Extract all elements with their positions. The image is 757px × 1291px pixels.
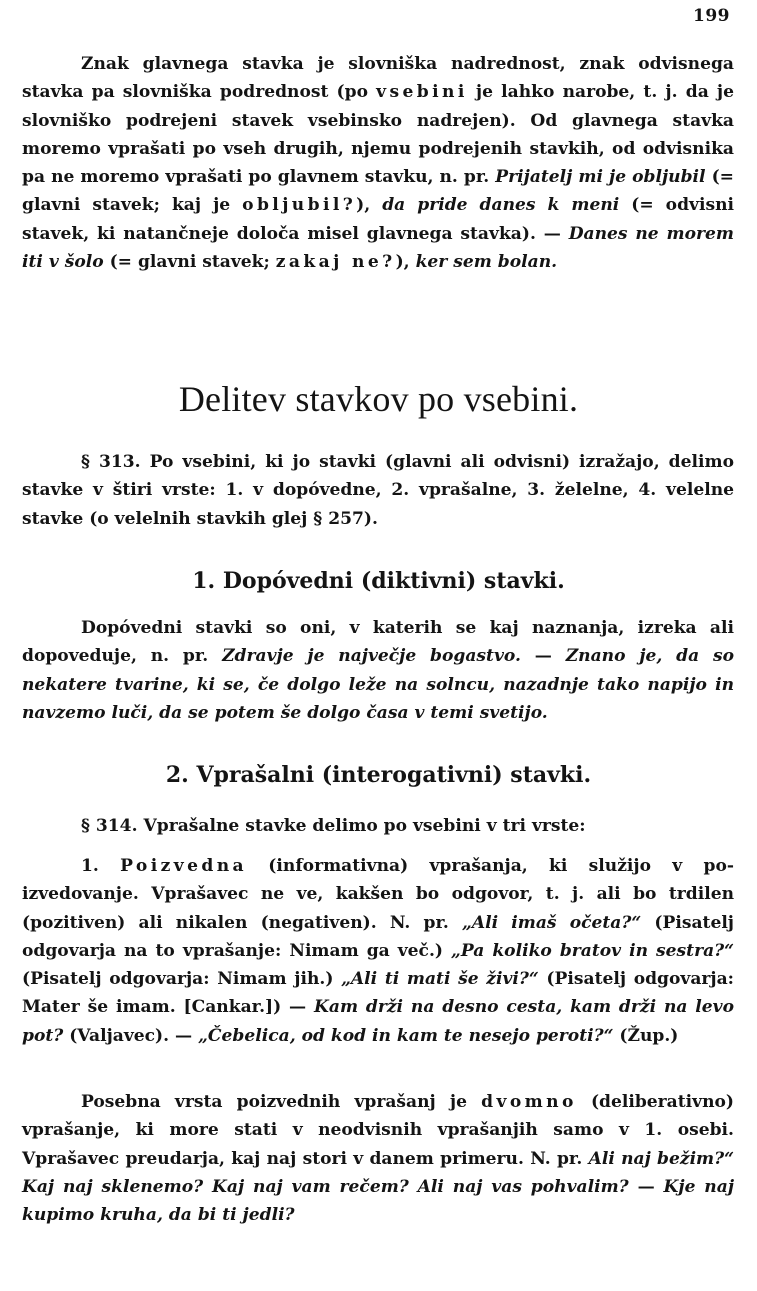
- text-run: ),: [356, 195, 383, 216]
- spaced-term: vsebini: [376, 82, 468, 103]
- text-run: (Pisatelj odgovarja: Nimam jih.): [22, 969, 342, 990]
- text-run: Znak glavnega stavka je slovniška nadrednost, znak odvisnega stavka pa slovniška podrednost (po: [22, 54, 734, 103]
- paragraph-deliberative: [22, 1088, 734, 1229]
- text-run: (deliberativno) vprašanje, ki more stati v neodvisnih vprašanjih samo v 1. osebi. Vprašavec preudarja, kaj naj stori v danem primeru. N. pr.: [22, 1092, 734, 1169]
- text-run: (= glavni stavek;: [103, 252, 276, 273]
- text-run: (= odvisni stavek, ki natančneje določa misel glavnega stavka). —: [22, 195, 735, 244]
- text-run: (informativna) vprašanja, ki služijo v poizvedovanje. Vprašavec ne ve, kakšen bo odgovor, t. j. ali bo trdilen (pozitiven) ali nikalen (negativen). N. pr.: [22, 856, 734, 933]
- italic-example: „Ali ti mati še živi?“: [341, 969, 539, 990]
- italic-example: Prijatelj mi je obljubil: [495, 167, 706, 188]
- page-number: 199: [693, 6, 730, 26]
- text-run: Vprašalne stavke delimo po vsebini v tri vrste:: [137, 816, 586, 836]
- paragraph-declarative: [22, 614, 734, 727]
- text-run: Dopóvedni stavki so oni, v katerih se kaj naznanja, izreka ali dopoveduje, n. pr.: [22, 618, 734, 667]
- italic-example: Kam drži na desno cesta, kam drži na levo pot?: [22, 997, 735, 1046]
- spaced-term: zakaj ne?: [275, 252, 396, 273]
- text-run: ),: [395, 252, 416, 273]
- italic-example: da pride danes k meni: [382, 195, 620, 216]
- text-run: —: [628, 1176, 664, 1197]
- text-run: (Žup.): [613, 1025, 679, 1046]
- text-run: —: [520, 646, 566, 667]
- heading-interrogative: 2. Vprašalni (interogativni) stavki.: [165, 762, 592, 788]
- italic-example: ker sem bolan.: [415, 252, 558, 273]
- text-run: (Pisatelj odgovarja: Mater še imam. [Cankar.]) —: [22, 969, 734, 1018]
- italic-example: „Čebelica, od kod in kam te nesejo peroti?“: [198, 1025, 614, 1046]
- text-run: (= glavni stavek; kaj je: [22, 167, 734, 216]
- spaced-term: dvomno: [481, 1092, 577, 1112]
- spaced-term: obljubil?: [242, 195, 357, 216]
- italic-example: „Pa koliko bratov in sestra?“: [451, 940, 734, 961]
- italic-example: Ali naj bežim?“ Kaj naj sklenemo? Kaj naj vam rečem? Ali naj vas pohvalim?: [22, 1148, 734, 1197]
- section-number: § 314.: [81, 816, 138, 836]
- text-run: Posebna vrsta poizvednih vprašanj je: [81, 1092, 482, 1112]
- spaced-term: Poizvedna: [120, 856, 248, 876]
- section-number: § 313.: [81, 452, 141, 472]
- italic-example: „Ali imaš očeta?“: [462, 912, 642, 933]
- text-run: je lahko narobe, t. j. da je slovniško podrejeni stavek vsebinsko nadrejen). Od glavnega stavka moremo vprašati po vseh drugih, njemu podrejenih stavkih, od odvisnika pa ne moremo vprašati po glavnem stavku, n. pr.: [22, 82, 734, 188]
- italic-example: Kje naj kupimo kruha, da bi ti jedli?: [22, 1176, 734, 1226]
- italic-example: Danes ne morem iti v šolo: [22, 223, 734, 273]
- text-run: (Valjavec). —: [63, 1025, 199, 1046]
- heading-declarative: 1. Dopóvedni (diktivni) stavki.: [192, 568, 565, 594]
- text-run: Po vsebini, ki jo stavki (glavni ali odvisni) izražajo, delimo stavke v štiri vrste: 1. v dopóvedne, 2. vprašalne, 3. želelne, 4. velelne stavke (o velelnih stavkih glej § 257).: [22, 452, 734, 529]
- paragraph-314: [22, 812, 734, 840]
- text-run: (Pisatelj odgovarja na to vprašanje: Nimam ga več.): [22, 912, 734, 961]
- section-title: Delitev stavkov po vsebini.: [178, 379, 579, 419]
- italic-example: Zdravje je največje bogastvo.: [222, 646, 521, 667]
- paragraph-informative: [22, 852, 734, 1050]
- paragraph-main-clause: [22, 50, 734, 276]
- italic-example: Znano je, da so nekatere tvarine, ki se, če dolgo leže na solncu, nazadnje tako napijo in navzemo luči, da se potem še dolgo časa v temi svetijo.: [22, 646, 735, 723]
- text-run: 1.: [81, 856, 121, 876]
- paragraph-313: [22, 448, 734, 533]
